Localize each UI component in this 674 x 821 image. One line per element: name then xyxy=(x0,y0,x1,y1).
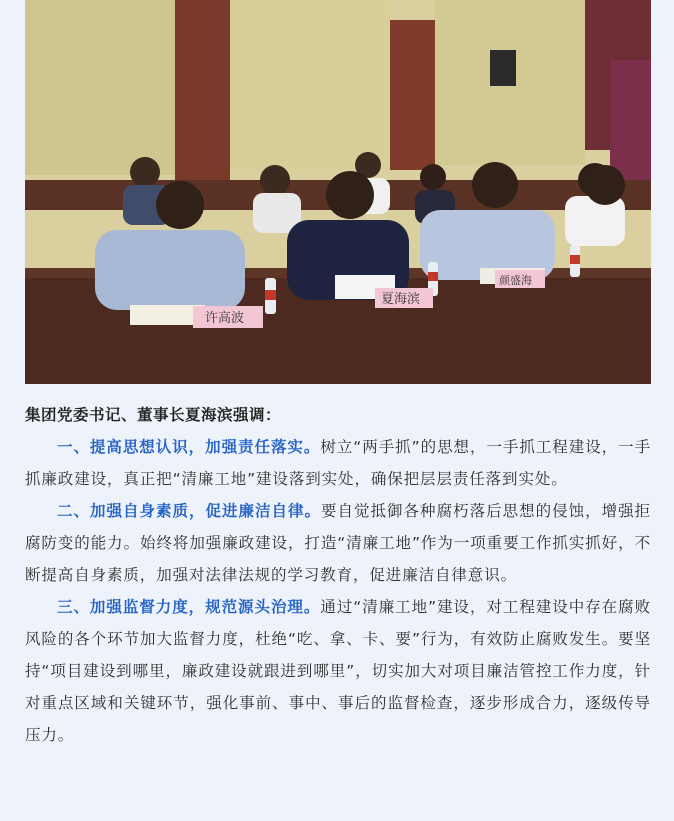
nameplate-text: 颜盛海 xyxy=(499,274,532,287)
section-paragraph xyxy=(25,495,651,591)
article-body xyxy=(25,384,651,751)
section-heading: 二、加强自身素质，促进廉洁自律。 xyxy=(57,502,322,520)
nameplate-2 xyxy=(375,288,433,308)
meeting-photo-illustration xyxy=(25,0,651,384)
nameplate-1 xyxy=(193,306,263,328)
section-heading: 一、提高思想认识，加强责任落实。 xyxy=(57,438,321,456)
nameplate-3 xyxy=(495,270,545,288)
section-body: 树立“两手抓”的思想，一手抓工程建设，一手抓廉政建设，真正把“清廉工地”建设落到实处，确保把层层责任落到实处。 xyxy=(25,438,652,488)
nameplate-text: 许高波 xyxy=(205,311,245,326)
meeting-photo xyxy=(25,0,651,384)
section-paragraph xyxy=(25,431,651,495)
section-heading: 三、加强监督力度，规范源头治理。 xyxy=(57,598,321,616)
article-intro: 集团党委书记、董事长夏海滨强调： xyxy=(25,406,282,424)
section-body: 要自觉抵御各种腐朽落后思想的侵蚀，增强拒腐防变的能力。始终将加强廉政建设，打造“清廉工地”作为一项重要工作抓实抓好，不断提高自身素质，加强对法律法规的学习教育，促进廉洁自律意识。 xyxy=(25,502,651,584)
section-body: 通过“清廉工地”建设，对工程建设中存在腐败风险的各个环节加大监督力度，杜绝“吃、拿、卡、要”行为，有效防止腐败发生。要坚持“项目建设到哪里，廉政建设就跟进到哪里”，切实加大对项目廉洁管控工作力度，针对重点区域和关键环节，强化事前、事中、事后的监督检查，逐步形成合力，逐级传导压力。 xyxy=(25,598,652,744)
nameplate-text: 夏海滨 xyxy=(381,292,421,307)
section-paragraph xyxy=(25,591,651,751)
